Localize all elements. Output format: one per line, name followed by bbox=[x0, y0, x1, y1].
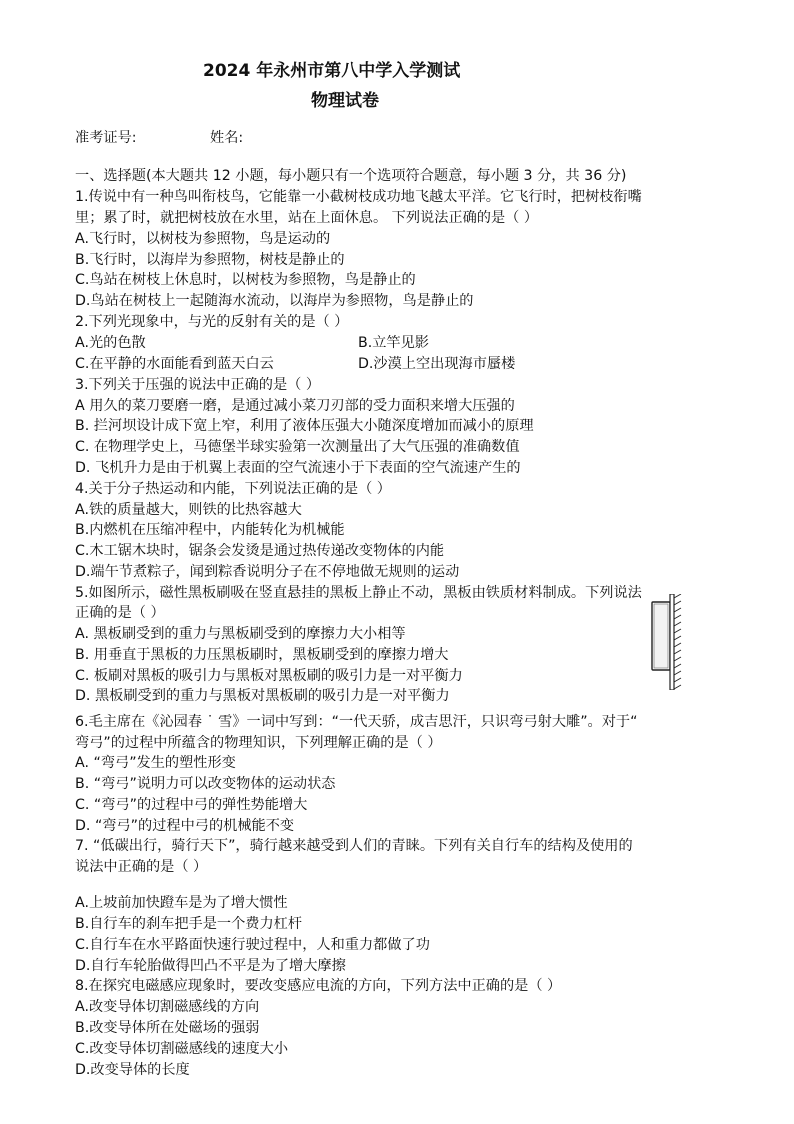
option: C. 板刷对黑板的吸引力与黑板对黑板刷的吸引力是一对平衡力 bbox=[75, 668, 463, 684]
option: C.改变导体切割磁感线的速度大小 bbox=[75, 1041, 289, 1057]
question-stem: 6.毛主席在《沁园春 ˙ 雪》一词中写到：“一代天骄，成吉思汗，只识弯弓射大雕”。对于“ bbox=[75, 714, 638, 730]
question-stem: 3.下列关于压强的说法中正确的是（ ） bbox=[75, 377, 321, 393]
option: A. 黑板刷受到的重力与黑板刷受到的摩擦力大小相等 bbox=[75, 626, 406, 642]
question-stem: 1.传说中有一种鸟叫衔枝鸟，它能靠一小截树枝成功地飞越太平洋。它飞行时，把树枝衔嘴 bbox=[75, 189, 642, 205]
option: B.内燃机在压缩冲程中，内能转化为机械能 bbox=[75, 522, 345, 538]
option: A 用久的菜刀要磨一磨，是通过减小菜刀刃部的受力面积来增大压强的 bbox=[75, 398, 515, 414]
option: B.改变导体所在处磁场的强弱 bbox=[75, 1020, 260, 1036]
exam-subtitle: 物理试卷 bbox=[311, 91, 379, 111]
question-stem: 2.下列光现象中，与光的反射有关的是（ ） bbox=[75, 314, 349, 330]
option: C.自行车在水平路面快速行驶过程中，人和重力都做了功 bbox=[75, 937, 430, 953]
option: A.铁的质量越大，则铁的比热容越大 bbox=[75, 502, 302, 518]
option: B. 拦河坝设计成下宽上窄，利用了液体压强大小随深度增加而减小的原理 bbox=[75, 418, 534, 434]
option: A.改变导体切割磁感线的方向 bbox=[75, 999, 260, 1015]
section-heading: 一、选择题(本大题共 12 小题，每小题只有一个选项符合题意，每小题 3 分，共 36 分) bbox=[75, 168, 627, 184]
option: C. “弯弓”的过程中弓的弹性势能增大 bbox=[75, 797, 308, 813]
option: D.沙漠上空出现海市蜃楼 bbox=[358, 356, 516, 372]
name-label: 姓名: bbox=[210, 130, 244, 146]
question-stem: 8.在探究电磁感应现象时，要改变感应电流的方向，下列方法中正确的是（ ） bbox=[75, 978, 562, 994]
wall-hatching bbox=[674, 594, 681, 689]
option: D.改变导体的长度 bbox=[75, 1062, 190, 1078]
question-stem: 7. “低碳出行，骑行天下”，骑行越来越受到人们的青睐。下列有关自行车的结构及使用的 bbox=[75, 838, 633, 854]
option: C.在平静的水面能看到蓝天白云 bbox=[75, 356, 274, 372]
option: A. “弯弓”发生的塑性形变 bbox=[75, 755, 236, 771]
option: D.端午节煮粽子，闻到粽香说明分子在不停地做无规则的运动 bbox=[75, 564, 460, 580]
option: C.木工锯木块时，锯条会发烫是通过热传递改变物体的内能 bbox=[75, 543, 445, 559]
option: C. 在物理学史上，马德堡半球实验第一次测量出了大气压强的准确数值 bbox=[75, 439, 520, 455]
question-stem: 正确的是（ ） bbox=[75, 605, 165, 621]
option: A.上坡前加快蹬车是为了增大惯性 bbox=[75, 895, 288, 911]
blackboard-brush-figure bbox=[650, 594, 686, 690]
exam-title: 2024 年永州市第八中学入学测试 bbox=[203, 61, 461, 81]
option: B.飞行时，以海岸为参照物，树枝是静止的 bbox=[75, 252, 345, 268]
option: C.鸟站在树枝上休息时，以树枝为参照物，鸟是静止的 bbox=[75, 272, 416, 288]
option: B.自行车的刹车把手是一个费力杠杆 bbox=[75, 916, 303, 932]
option: D.自行车轮胎做得凹凸不平是为了增大摩擦 bbox=[75, 958, 346, 974]
option: B.立竿见影 bbox=[358, 335, 429, 351]
option: A.飞行时，以树枝为参照物，鸟是运动的 bbox=[75, 231, 331, 247]
option: A.光的色散 bbox=[75, 335, 146, 351]
brush-handle bbox=[654, 604, 668, 668]
option: D.鸟站在树枝上一起随海水流动，以海岸为参照物，鸟是静止的 bbox=[75, 293, 474, 309]
question-stem: 里；累了时，就把树枝放在水里，站在上面休息。 下列说法正确的是（ ） bbox=[75, 210, 539, 226]
candidate-id-label: 准考证号: bbox=[75, 130, 137, 146]
option: D. 黑板刷受到的重力与黑板对黑板刷的吸引力是一对平衡力 bbox=[75, 688, 450, 704]
option: D. “弯弓”的过程中弓的机械能不变 bbox=[75, 818, 295, 834]
question-stem: 4.关于分子热运动和内能，下列说法正确的是（ ） bbox=[75, 481, 391, 497]
option: B. “弯弓”说明力可以改变物体的运动状态 bbox=[75, 776, 336, 792]
question-stem: 弯弓”的过程中所蕴含的物理知识，下列理解正确的是（ ） bbox=[75, 735, 442, 751]
question-stem: 说法中正确的是（ ） bbox=[75, 859, 208, 875]
blackboard bbox=[670, 594, 674, 690]
option: B. 用垂直于黑板的力压黑板刷时，黑板刷受到的摩擦力增大 bbox=[75, 647, 449, 663]
option: D. 飞机升力是由于机翼上表面的空气流速小于下表面的空气流速产生的 bbox=[75, 460, 521, 476]
question-stem: 5.如图所示，磁性黑板刷吸在竖直悬挂的黑板上静止不动，黑板由铁质材料制成。下列说法 bbox=[75, 585, 642, 601]
